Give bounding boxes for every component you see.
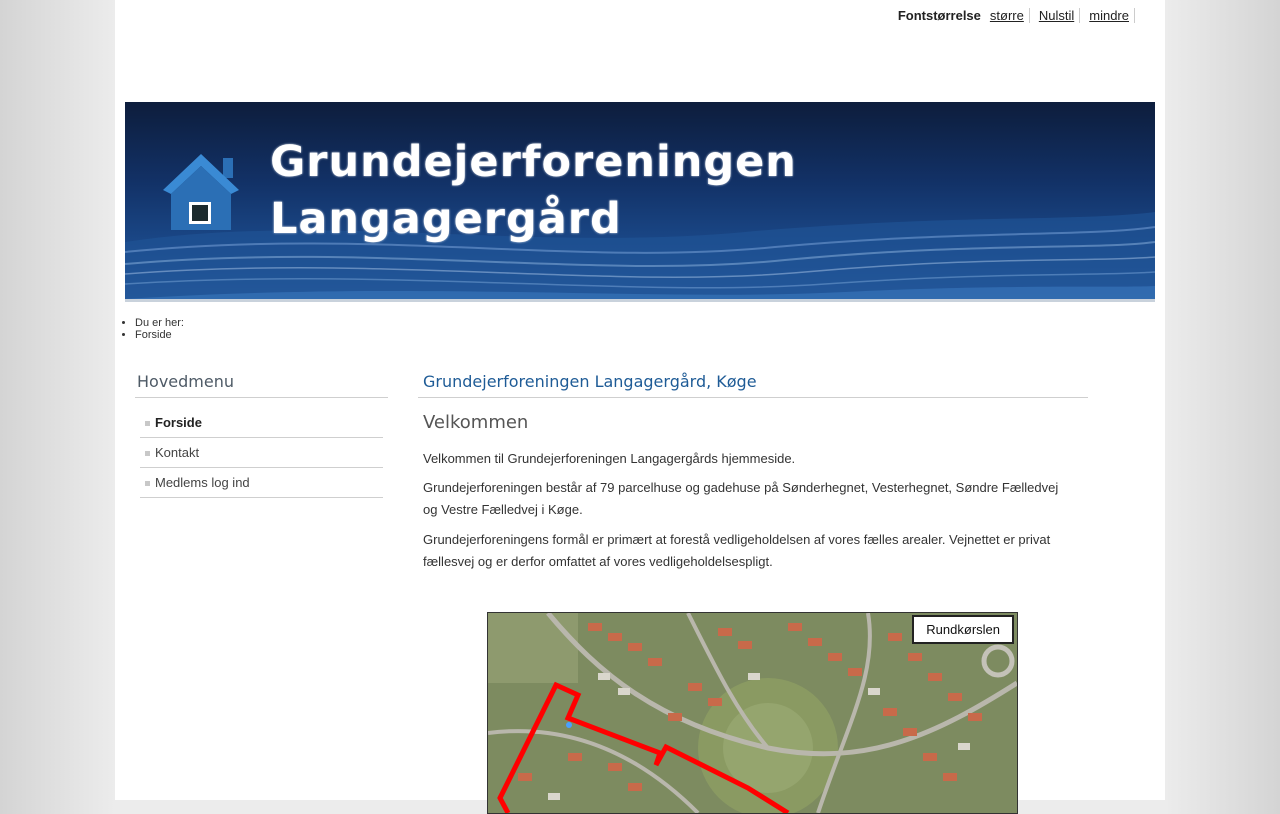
map-label: Rundkørslen xyxy=(912,615,1014,644)
banner-divider xyxy=(125,299,1155,302)
article-title: Velkommen xyxy=(423,412,529,433)
site-title-line1: Grundejerforeningen xyxy=(270,137,797,187)
page-container xyxy=(115,0,1165,800)
main-menu-heading: Hovedmenu xyxy=(135,370,388,398)
site-title xyxy=(270,134,797,248)
font-reset-link[interactable]: Nulstil xyxy=(1039,8,1080,23)
breadcrumb-label: • Du er her: xyxy=(135,317,184,329)
article-paragraph: Grundejerforeningen består af 79 parcelhuse og gadehuse på Sønderhegnet, Vesterhegnet, Søndre Fælledvej og Vestre Fælledvej i Køge. xyxy=(423,480,1059,517)
header-banner xyxy=(125,102,1155,299)
site-title-line2: Langagergård xyxy=(270,194,622,244)
main-content xyxy=(418,370,1088,573)
menu-item-medlems-log-ind[interactable]: Medlems log ind xyxy=(140,468,383,498)
breadcrumb xyxy=(117,317,184,341)
article-paragraph: Grundejerforeningens formål er primært at forestå vedligeholdelsen af vores fælles arealer. Vejnettet er privat fællesvej og er derfor omfattet af vores vedligeholdelsespligt. xyxy=(423,532,1051,569)
house-icon xyxy=(161,152,241,232)
font-size-bar xyxy=(898,8,1135,23)
article-paragraph: Velkommen til Grundejerforeningen Langagergårds hjemmeside. xyxy=(423,451,796,466)
area-map-image xyxy=(487,612,1018,814)
font-bigger-link[interactable]: større xyxy=(990,8,1030,23)
content-heading: Grundejerforeningen Langagergård, Køge xyxy=(418,370,1088,398)
menu-item-forside[interactable]: Forside xyxy=(140,408,383,438)
left-column xyxy=(135,370,388,498)
main-menu xyxy=(140,408,383,498)
font-smaller-link[interactable]: mindre xyxy=(1089,8,1135,23)
font-size-label: Fontstørrelse xyxy=(897,8,981,23)
menu-item-kontakt[interactable]: Kontakt xyxy=(140,438,383,468)
breadcrumb-current: • Forside xyxy=(135,329,184,341)
